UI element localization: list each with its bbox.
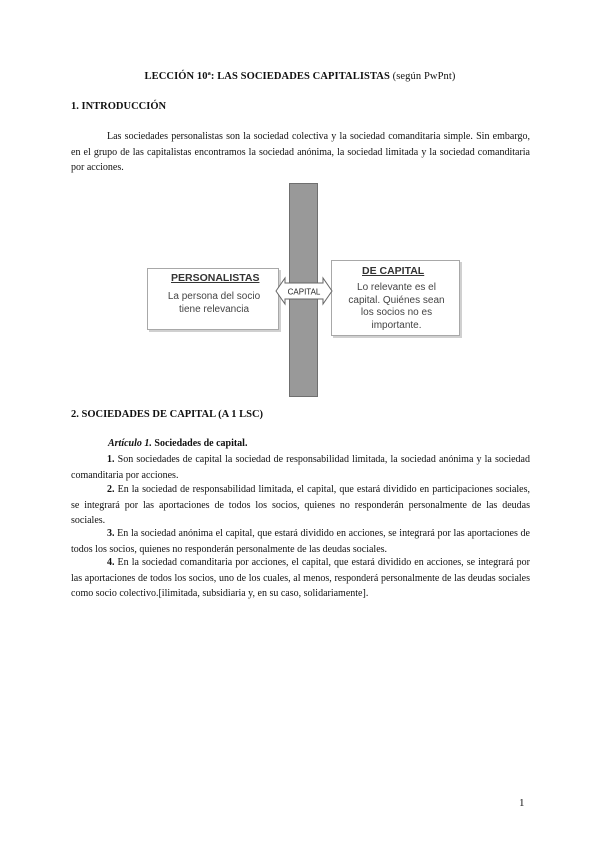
item-text: En la sociedad comanditaria por acciones, el capital, que estará dividido en acciones, se integrará por las aportaciones de todos los socios, uno de los cuales, al menos, responderá personalmente de las deudas sociales como socio colectivo.[ilimitada, subsidiaria y, en su caso, solidariamente]. [71,557,530,599]
article-item-1 [71,452,530,483]
section-heading-sociedades-de-capital: 2. SOCIEDADES DE CAPITAL (A 1 LSC) [71,409,264,420]
de-capital-title: DE CAPITAL [362,265,425,277]
article-item-3 [71,526,530,557]
title-subtitle: (según PwPnt) [392,71,456,82]
page-number: 1 [519,797,525,809]
item-number: 3. [107,528,115,539]
personalistas-box [147,268,279,330]
article-name: Sociedades de capital. [151,438,248,449]
intro-paragraph-text: Las sociedades personalistas son la sociedad colectiva y la sociedad comanditaria simple. Sin embargo, en el grupo de las capitalistas encontramos la sociedad anónima, la sociedad limitada y la sociedad comanditaria por acciones. [71,131,530,173]
capital-double-arrow [275,276,333,306]
de-capital-line-4: importante. [371,319,422,331]
capital-diagram [0,0,600,420]
arrow-label: CAPITAL [287,287,321,297]
item-text: Son sociedades de capital la sociedad de responsabilidad limitada, la sociedad anónima y la sociedad comanditaria por acciones. [71,454,530,481]
personalistas-text [152,291,276,316]
article-item-4 [71,555,530,602]
article-item-2 [71,482,530,529]
item-number: 1. [107,454,115,465]
item-number: 2. [107,484,115,495]
title-main: LECCIÓN 10ª: LAS SOCIEDADES CAPITALISTAS [144,71,390,82]
personalistas-line-2: tiene relevancia [178,303,250,315]
section-heading-introduccion: 1. INTRODUCCIÓN [71,101,167,112]
personalistas-title: PERSONALISTAS [171,272,260,284]
article-number: Artículo 1. [108,438,152,449]
de-capital-line-2: capital. Quiénes sean [348,294,445,306]
personalistas-line-1: La persona del socio [167,291,261,302]
item-number: 4. [107,557,115,568]
item-text: En la sociedad de responsabilidad limitada, el capital, que estará dividido en participaciones sociales, se integrará por las aportaciones de todos los socios, quienes no responderán personalmente de las deudas sociales. [71,484,530,526]
de-capital-text [336,282,457,332]
de-capital-line-3: los socios no es [360,307,433,318]
de-capital-line-1: Lo relevante es el [357,282,436,293]
de-capital-box [331,260,460,336]
item-text: En la sociedad anónima el capital, que estará dividido en acciones, se integrará por las aportaciones de todos los socios, quienes no responderán personalmente de las deudas sociales. [71,528,530,555]
article-title [108,438,247,449]
